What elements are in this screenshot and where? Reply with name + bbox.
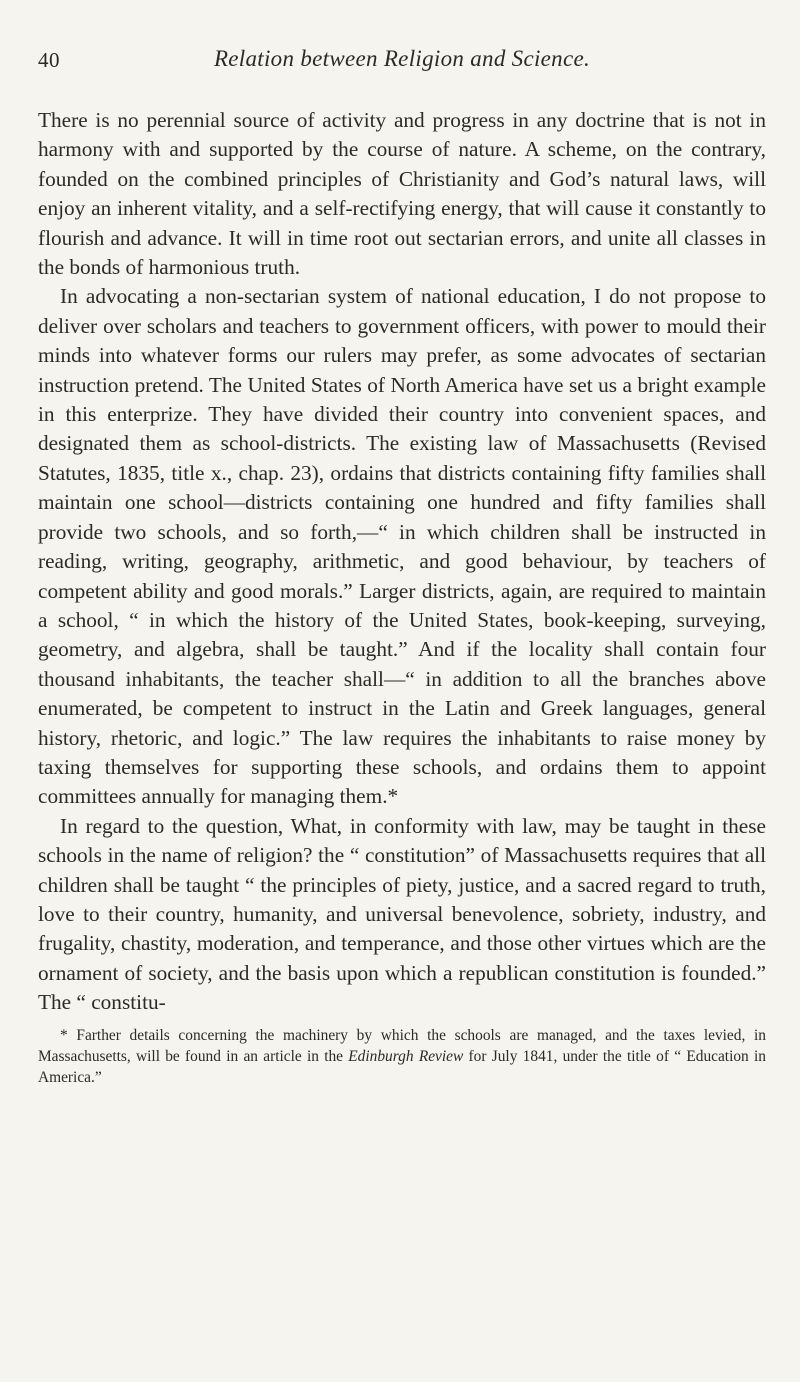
- book-page: [38, 0, 766, 1088]
- running-title: Relation between Religion and Science.: [213, 46, 591, 71]
- footnote-text: [38, 1025, 766, 1088]
- paragraph-3: In regard to the question, What, in conformity with law, may be taught in these schools in the name of religion? the “ constitution” of Massachusetts requires that all children shall be taught “ the principles of piety, justice, and a sacred regard to truth, love to their country, humanity, and universal benevolence, sobriety, industry, and frugality, chastity, moderation, and temperance, and those other virtues which are the ornament of society, and the basis upon which a republican constitution is founded.” The “ constitu-: [38, 813, 766, 1015]
- footnote-text-end: for July 1841, under the title of “ Education in America.”: [38, 1047, 766, 1086]
- footnote-journal-title: Edinburgh Review: [348, 1047, 464, 1065]
- page-header: [38, 0, 766, 70]
- footnote-text-start: * Farther details concerning the machinery by which the schools are managed, and the taxes levied, in Massachusetts, will be found in an article in the: [38, 1026, 766, 1065]
- paragraph-2: In advocating a non-sectarian system of national education, I do not propose to deliver over scholars and teachers to government officers, with power to mould their minds into whatever forms our rulers may prefer, as some advocates of sectarian instruction pretend. The United States of North America have set us a bright example in this enterprize. They have divided their country into convenient spaces, and designated them as school-districts. The existing law of Massachusetts (Revised Statutes, 1835, title x., chap. 23), ordains that districts containing fifty families shall maintain one school—districts containing one hundred and fifty families shall provide two schools, and so forth,—“ in which children shall be instructed in reading, writing, geography, arithmetic, and good behaviour, by teachers of competent ability and good morals.” Larger districts, again, are required to maintain a school, “ in which the history of the United States, book-keeping, surveying, geometry, and algebra, shall be taught.” And if the locality shall contain four thousand inhabitants, the teacher shall—“ in addition to all the branches above enumerated, be competent to instruct in the Latin and Greek languages, general history, rhetoric, and logic.” The law requires the inhabitants to raise money by taxing themselves for supporting these schools, and ordains them to appoint committees annually for managing them.*: [38, 284, 766, 809]
- paragraph-1: There is no perennial source of activity and progress in any doctrine that is not in harmony with and supported by the course of nature. A scheme, on the contrary, founded on the combined principles of Christianity and God’s natural laws, will enjoy an inherent vitality, and a self-rectifying energy, that will cause it constantly to flourish and advance. It will in time root out sectarian errors, and unite all classes in the bonds of harmonious truth.: [38, 108, 766, 280]
- footnote: [38, 1025, 766, 1088]
- body-text: [38, 106, 766, 1018]
- page-number: 40: [38, 48, 60, 72]
